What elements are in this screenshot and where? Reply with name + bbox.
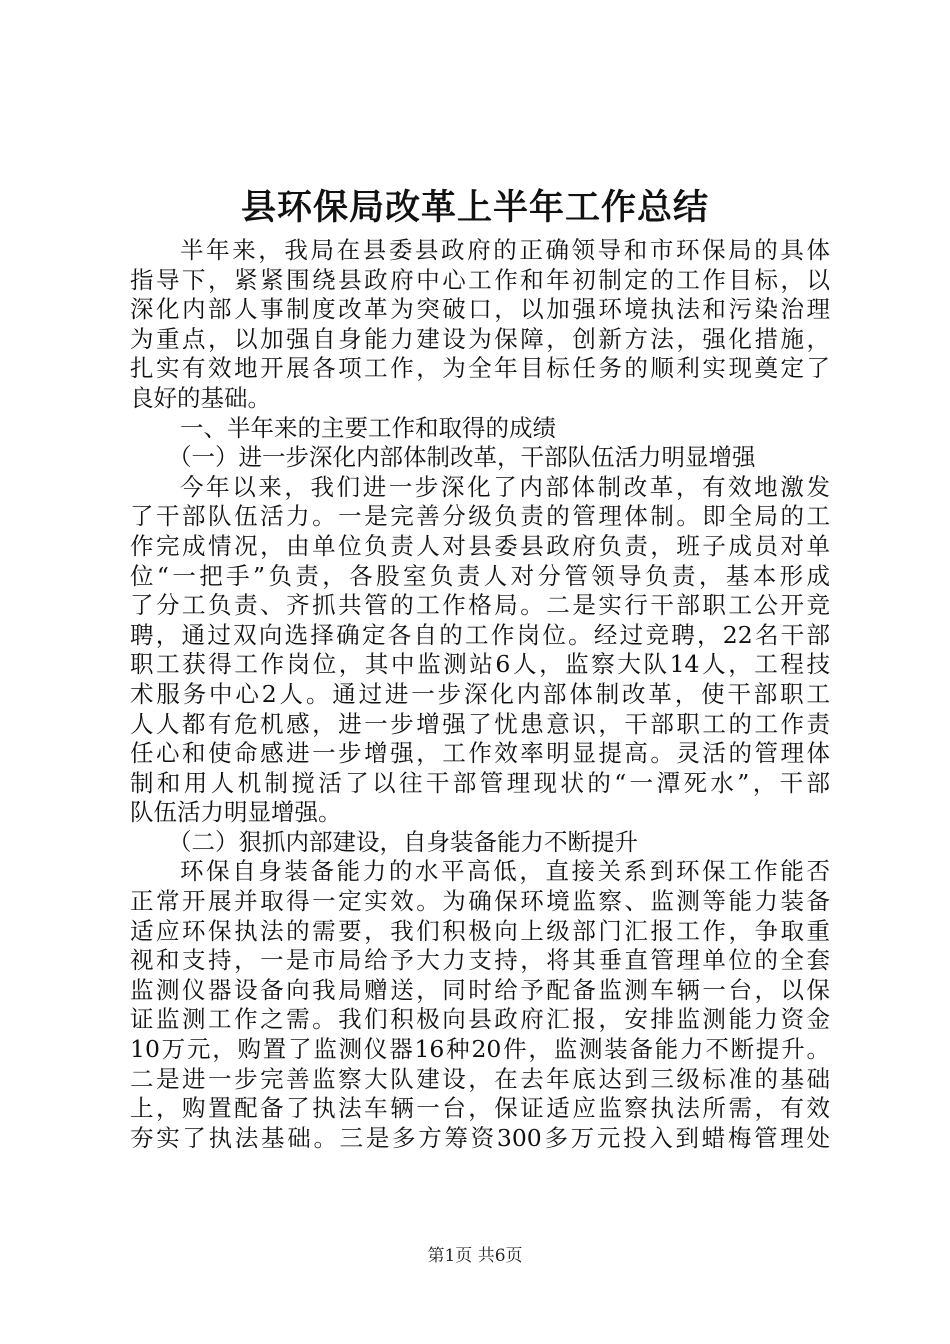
body-line: 监测仪器设备向我局赠送，同时给予配备监测车辆一台，以保 [130, 975, 830, 1004]
body-line: 夯实了执法基础。三是多方筹资300多万元投入到蜡梅管理处 [130, 1123, 830, 1152]
body-line: 术服务中心2人。通过进一步深化内部体制改革，使干部职工 [130, 679, 830, 708]
body-line: 良好的基础。 [130, 383, 271, 412]
body-line: 为重点，以加强自身能力建设为保障，创新方法，强化措施， [130, 324, 830, 353]
body-line: 作完成情况，由单位负责人对县委县政府负责，班子成员对单 [130, 531, 830, 560]
subsection-heading: （二）狠抓内部建设，自身装备能力不断提升 [168, 827, 638, 856]
body-line: 正常开展并取得一定实效。为确保环境监察、监测等能力装备 [130, 887, 830, 916]
body-line: 证监测工作之需。我们积极向县政府汇报，安排监测能力资金 [130, 1005, 830, 1034]
body-line: 聘，通过双向选择确定各自的工作岗位。经过竞聘，22名干部 [130, 620, 830, 649]
body-line: 今年以来，我们进一步深化了内部体制改革，有效地激发 [180, 472, 830, 501]
body-line: 扎实有效地开展各项工作，为全年目标任务的顺利实现奠定了 [130, 354, 830, 383]
body-line: 10万元，购置了监测仪器16种20件，监测装备能力不断提升。 [130, 1035, 830, 1064]
section-heading: 一、半年来的主要工作和取得的成绩 [180, 413, 556, 442]
body-line: 人人都有危机感，进一步增强了忧患意识，干部职工的工作责 [130, 709, 830, 738]
body-line: 制和用人机制搅活了以往干部管理现状的“一潭死水”，干部 [130, 768, 830, 797]
subsection-heading: （一）进一步深化内部体制改革，干部队伍活力明显增强 [168, 443, 756, 472]
body-line: 职工获得工作岗位，其中监测站6人，监察大队14人，工程技 [130, 650, 830, 679]
body-line: 指导下，紧紧围绕县政府中心工作和年初制定的工作目标，以 [130, 265, 830, 294]
body-line: 适应环保执法的需要，我们积极向上级部门汇报工作，争取重 [130, 916, 830, 945]
body-line: 环保自身装备能力的水平高低，直接关系到环保工作能否 [180, 857, 830, 886]
body-line: 二是进一步完善监察大队建设，在去年底达到三级标准的基础 [130, 1064, 830, 1093]
document-body [130, 236, 830, 1153]
body-line: 了分工负责、齐抓共管的工作格局。二是实行干部职工公开竞 [130, 591, 830, 620]
body-line: 深化内部人事制度改革为突破口，以加强环境执法和污染治理 [130, 295, 830, 324]
body-line: 位“一把手”负责，各股室负责人对分管领导负责，基本形成 [130, 561, 830, 590]
document-title: 县环保局改革上半年工作总结 [240, 187, 709, 228]
body-line: 队伍活力明显增强。 [130, 798, 342, 827]
body-line: 视和支持，一是市局给予大力支持，将其垂直管理单位的全套 [130, 946, 830, 975]
body-line: 半年来，我局在县委县政府的正确领导和市环保局的具体 [180, 236, 830, 264]
body-line: 任心和使命感进一步增强，工作效率明显提高。灵活的管理体 [130, 739, 830, 768]
body-line: 上，购置配备了执法车辆一台，保证适应监察执法所需，有效 [130, 1094, 830, 1123]
page-footer: 第1页 共6页 [427, 1246, 523, 1266]
body-line: 了干部队伍活力。一是完善分级负责的管理体制。即全局的工 [130, 502, 830, 531]
